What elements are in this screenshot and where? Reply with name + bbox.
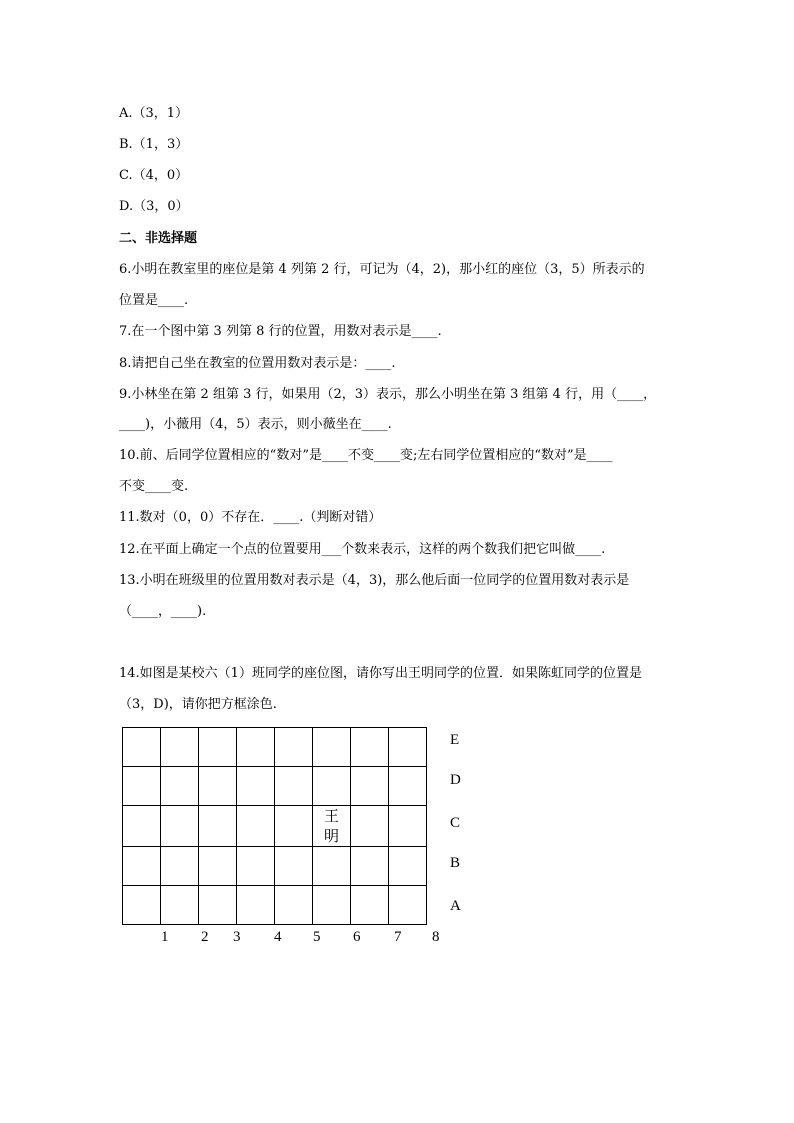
question-12: 12.在平面上确定一个点的位置要用___个数来表示，这样的两个数我们把它叫做____.: [119, 542, 606, 557]
grid-cell: [389, 806, 427, 847]
grid-cell: [199, 847, 237, 886]
grid-cell: [237, 886, 275, 925]
grid-cell: [123, 767, 161, 806]
row-label-c: C: [450, 815, 461, 831]
row-label-e: E: [450, 732, 460, 748]
column-label-2: 2: [201, 929, 209, 945]
question-8: 8.请把自己坐在教室的位置用数对表示是：____.: [119, 356, 396, 371]
grid-cell: [389, 767, 427, 806]
grid-cell: [237, 767, 275, 806]
grid-cell: [275, 806, 313, 847]
grid-row-d: [123, 767, 427, 806]
grid-cell: [199, 728, 237, 767]
grid-cell: [161, 767, 199, 806]
question-9-line-2: ____)，小薇用（4，5）表示，则小薇坐在____.: [119, 417, 392, 432]
option-c: C.（4，0）: [119, 168, 189, 183]
column-label-6: 6: [353, 929, 361, 945]
grid-cell: [199, 767, 237, 806]
row-label-b: B: [450, 855, 461, 871]
question-10-line-1: 10.前、后同学位置相应的“数对”是____不变____变;左右同学位置相应的“数对”是____: [119, 448, 613, 463]
grid-cell: [161, 806, 199, 847]
seat-wang-ming: [313, 806, 351, 847]
grid-cell: [351, 806, 389, 847]
question-6-line-2: 位置是____.: [119, 293, 189, 308]
column-label-8: 8: [432, 929, 440, 945]
grid-cell: [351, 728, 389, 767]
grid-cell: [161, 847, 199, 886]
grid-cell: [237, 806, 275, 847]
grid-cell: [351, 767, 389, 806]
column-label-3: 3: [233, 929, 241, 945]
question-7: 7.在一个图中第 3 列第 8 行的位置，用数对表示是____.: [119, 324, 442, 339]
grid-cell: [389, 847, 427, 886]
grid-cell: [275, 847, 313, 886]
column-label-1: 1: [161, 929, 169, 945]
grid-row-c: [123, 806, 427, 847]
grid-cell: [313, 767, 351, 806]
grid-cell: [161, 886, 199, 925]
grid-cell: [313, 886, 351, 925]
grid-cell: [123, 847, 161, 886]
section-heading: 二、非选择题: [119, 231, 198, 246]
grid-cell: [199, 806, 237, 847]
option-d: D.（3，0）: [119, 199, 189, 214]
seat-grid: [122, 727, 427, 925]
grid-cell: [313, 847, 351, 886]
grid-cell: [351, 847, 389, 886]
grid-cell: [389, 886, 427, 925]
question-14-line-1: 14.如图是某校六（1）班同学的座位图，请你写出王明同学的位置．如果陈虹同学的位置是: [119, 666, 642, 681]
grid-cell: [123, 806, 161, 847]
student-name-char-2: 明: [323, 827, 339, 845]
question-13-line-1: 13.小明在班级里的位置用数对表示是（4，3)，那么他后面一位同学的位置用数对表示是: [119, 573, 630, 588]
grid-cell: [123, 728, 161, 767]
question-10-line-2: 不变____变.: [119, 479, 189, 494]
grid-cell: [275, 886, 313, 925]
grid-cell: [389, 728, 427, 767]
question-11: 11.数对（0，0）不存在．____.（判断对错）: [119, 510, 382, 525]
grid-row-b: [123, 847, 427, 886]
question-13-line-2: （____，____).: [119, 604, 207, 619]
column-label-4: 4: [274, 929, 282, 945]
grid-cell: [199, 886, 237, 925]
option-a: A.（3，1）: [119, 106, 189, 121]
column-label-5: 5: [313, 929, 321, 945]
grid-row-a: [123, 886, 427, 925]
grid-cell: [237, 728, 275, 767]
row-label-a: A: [450, 898, 461, 914]
grid-cell: [275, 728, 313, 767]
grid-row-e: [123, 728, 427, 767]
grid-cell: [313, 728, 351, 767]
question-6-line-1: 6.小明在教室里的座位是第 4 列第 2 行，可记为（4，2)，那小红的座位（3，5）所表示的: [119, 262, 645, 277]
student-name-char-1: 王: [323, 807, 339, 825]
grid-cell: [123, 886, 161, 925]
grid-cell: [275, 767, 313, 806]
grid-cell: [351, 886, 389, 925]
option-b: B.（1，3）: [119, 137, 189, 152]
question-14-line-2: （3，D)，请你把方框涂色.: [119, 697, 277, 712]
question-9-line-1: 9.小林坐在第 2 组第 3 行，如果用（2，3）表示，那么小明坐在第 3 组第 4 行，用（____，: [119, 387, 657, 402]
grid-cell: [237, 847, 275, 886]
column-label-7: 7: [394, 929, 402, 945]
row-label-d: D: [450, 772, 461, 788]
grid-cell: [161, 728, 199, 767]
